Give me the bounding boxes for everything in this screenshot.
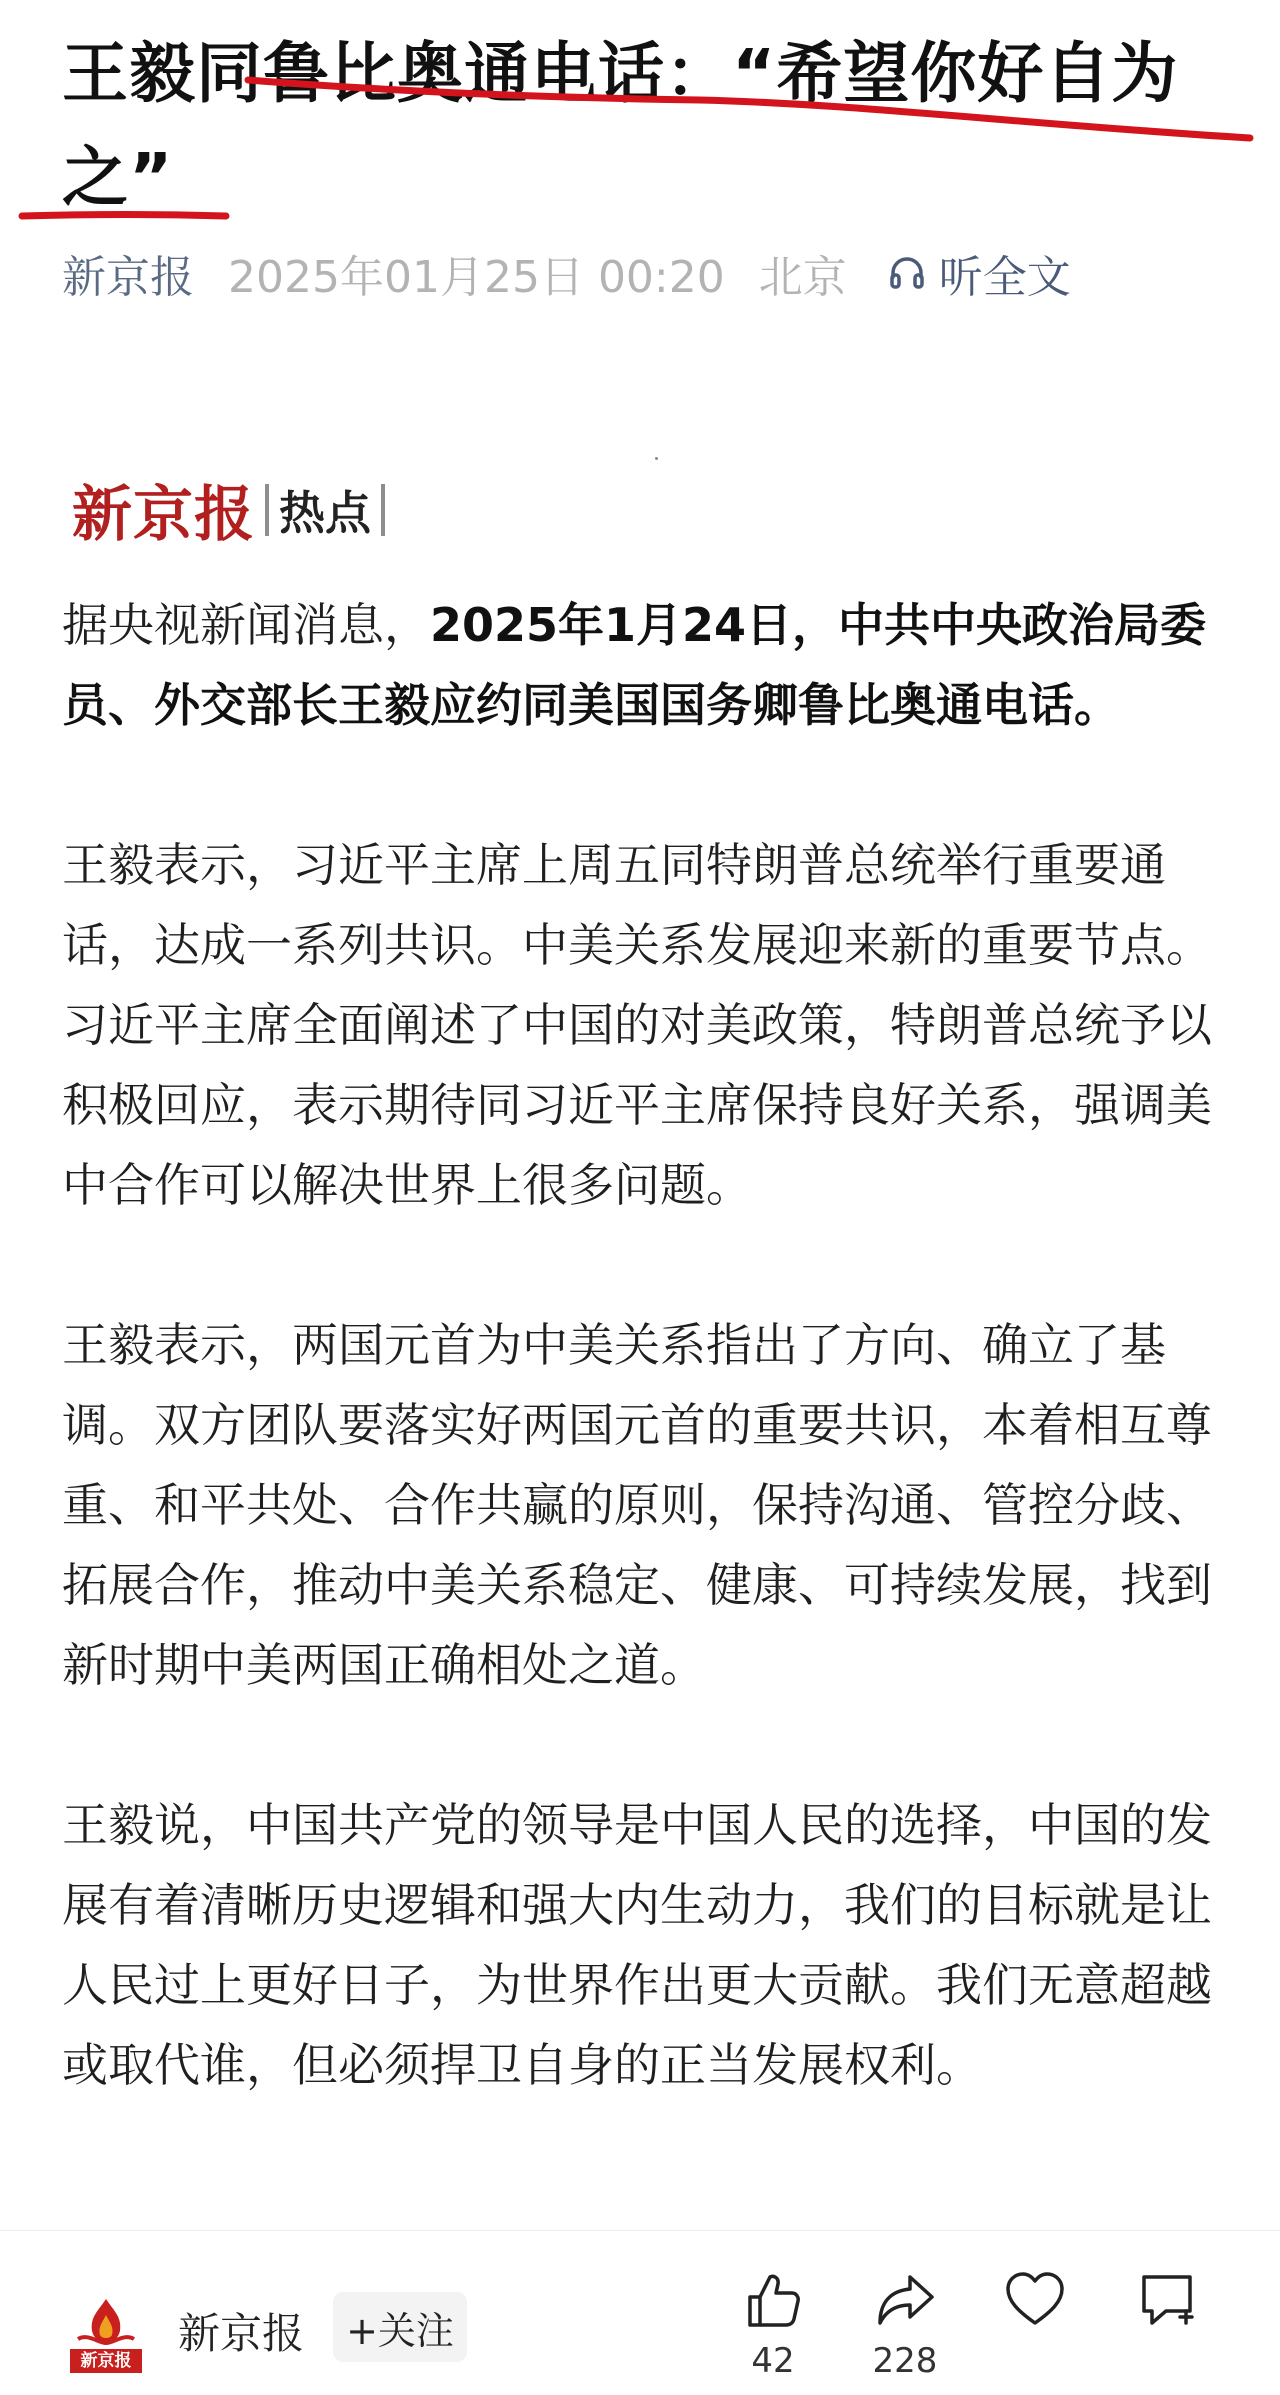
share-button[interactable]	[850, 2269, 960, 2381]
brand-divider	[265, 484, 269, 536]
follow-button[interactable]: +关注	[333, 2292, 467, 2362]
meta-date: 2025年01月25日 00:20	[228, 252, 725, 303]
listen-full-label: 听全文	[938, 252, 1071, 303]
comment-button[interactable]	[1112, 2269, 1222, 2381]
article-headline: 王毅同鲁比奥通电话：“希望你好自为之”	[62, 35, 1179, 216]
paragraph-1-bold: 2025年1月24日，中共中央政治局委员、外交部长王毅应约同美国国务卿鲁比奥通电话。	[62, 598, 1207, 732]
paragraph-1	[62, 585, 1222, 745]
listen-full-button[interactable]	[887, 241, 1071, 305]
decorative-dot	[655, 457, 658, 460]
meta-place: 北京	[758, 252, 847, 303]
brand-banner	[72, 470, 395, 550]
avatar[interactable]	[64, 2293, 148, 2377]
meta-source[interactable]: 新京报	[62, 252, 194, 303]
brand-divider-end	[381, 484, 385, 536]
article-body	[62, 585, 1222, 2185]
share-count: 228	[872, 2341, 938, 2381]
avatar-text: 新京报	[80, 2351, 132, 2371]
thumbs-up-icon	[742, 2269, 804, 2331]
paragraph-4: 王毅说，中国共产党的领导是中国人民的选择，中国的发展有着清晰历史逻辑和强大内生动力，我们的目标就是让人民过上更好日子，为世界作出更大贡献。我们无意超越或取代谁，但必须捍卫自身的正当发展权利。	[62, 1798, 1212, 2092]
like-count: 42	[751, 2341, 795, 2381]
bottom-source-name[interactable]: 新京报	[178, 2309, 305, 2358]
headphones-icon	[887, 253, 927, 293]
heart-icon	[1004, 2269, 1066, 2331]
paragraph-2: 王毅表示，习近平主席上周五同特朗普总统举行重要通话，达成一系列共识。中美关系发展迎来新的重要节点。习近平主席全面阐述了中国的对美政策，特朗普总统予以积极回应，表示期待同习近平主席保持良好关系，强调美中合作可以解决世界上很多问题。	[62, 838, 1212, 1212]
brand-logo: 新京报	[72, 480, 255, 550]
article-meta	[62, 245, 1071, 301]
like-button[interactable]	[718, 2269, 828, 2381]
bottom-action-bar	[0, 2230, 1280, 2395]
brand-tag: 热点	[279, 486, 371, 540]
paragraph-1-lead: 据央视新闻消息，	[62, 598, 430, 652]
share-icon	[874, 2269, 936, 2331]
paragraph-3: 王毅表示，两国元首为中美关系指出了方向、确立了基调。双方团队要落实好两国元首的重要共识，本着相互尊重、和平共处、合作共赢的原则，保持沟通、管控分歧、拓展合作，推动中美关系稳定、健康、可持续发展，找到新时期中美两国正确相处之道。	[62, 1318, 1212, 1692]
favorite-button[interactable]	[980, 2269, 1090, 2381]
comment-icon	[1136, 2269, 1198, 2331]
